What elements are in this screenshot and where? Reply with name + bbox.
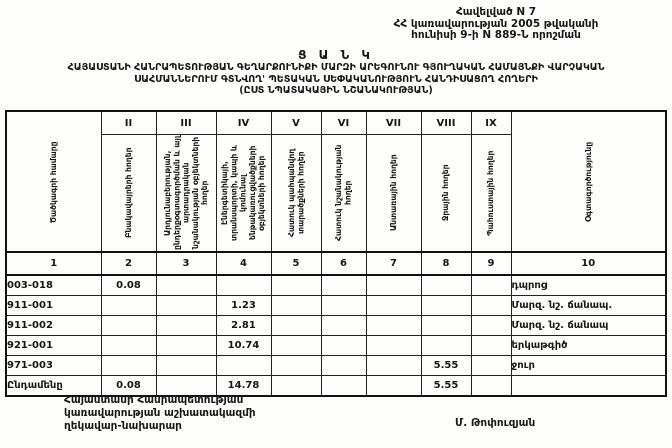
cell-use: Մարզ. նշ. ճանապ. bbox=[511, 296, 666, 316]
col-number: 10 bbox=[511, 252, 666, 275]
col-number: 2 bbox=[101, 252, 156, 275]
header-code bbox=[6, 111, 101, 252]
roman-iii: III bbox=[156, 111, 216, 135]
cell-residential bbox=[101, 336, 156, 356]
roman-iv: IV bbox=[216, 111, 271, 135]
cell-water bbox=[421, 275, 471, 296]
header-residential-label: Բնակավայրերի հողեր bbox=[123, 147, 133, 239]
cell-forest bbox=[366, 296, 421, 316]
header-code-label: Ծածկագրի համարը bbox=[49, 140, 59, 223]
title-line-2: ՍԱՀՄԱՆՆԵՐՈՒՄ ԳՏՆՎՈՂ' ՊԵՏԱԿԱՆ ՍԵՓԱԿԱՆՈՒԹՅՈՒՆ ՀԱՆԴԻՍԱՑՈՂ ՀՈՂԵՐԻ bbox=[134, 73, 538, 85]
cell-code: 921-001 bbox=[6, 336, 101, 356]
cell-reserve bbox=[471, 275, 511, 296]
col-number: 8 bbox=[421, 252, 471, 275]
cell-water bbox=[421, 296, 471, 316]
annex-line-1: Հավելված N 7 bbox=[455, 6, 537, 18]
roman-ii: II bbox=[101, 111, 156, 135]
header-use-label: Օգտագործությունը bbox=[583, 141, 593, 222]
document-title bbox=[0, 62, 672, 97]
col-number: 4 bbox=[216, 252, 271, 275]
col-number: 6 bbox=[321, 252, 366, 275]
cell-water bbox=[421, 336, 471, 356]
header-use bbox=[511, 111, 666, 252]
signatory-line-1: Հայաստանի Հանրապետության bbox=[64, 394, 244, 406]
col-number: 1 bbox=[6, 252, 101, 275]
cell-code: 911-002 bbox=[6, 316, 101, 336]
annex-line-3: հունիսի 9-ի N 889-Ն որոշման bbox=[411, 29, 581, 41]
cell-use: դպրոց bbox=[511, 275, 666, 296]
cell-reserve bbox=[471, 296, 511, 316]
cell-reserve bbox=[471, 336, 511, 356]
table-row bbox=[6, 336, 666, 356]
cell-protected bbox=[271, 356, 321, 376]
cell-code: 003-018 bbox=[6, 275, 101, 296]
roman-vii: VII bbox=[366, 111, 421, 135]
column-number-row bbox=[6, 252, 666, 275]
cell-infrastructure: 1.23 bbox=[216, 296, 271, 316]
cell-reserve bbox=[471, 316, 511, 336]
col-number: 5 bbox=[271, 252, 321, 275]
cell-residential bbox=[101, 356, 156, 376]
cell-residential-total: 0.08 bbox=[101, 376, 156, 397]
header-forest bbox=[366, 135, 421, 253]
cell-forest bbox=[366, 275, 421, 296]
header-water bbox=[421, 135, 471, 253]
header-reserve bbox=[471, 135, 511, 253]
cell-protected bbox=[271, 316, 321, 336]
table-row bbox=[6, 356, 666, 376]
title-line-1: ՀԱՅԱՍՏԱՆԻ ՀԱՆՐԱՊԵՏՈՒԹՅԱՆ ԳԵՂԱՐՔՈՒՆԻՔԻ ՄԱՐԶԻ ԱՐԵԳՈՒՆՈՒ ԳՅՈՒՂԱԿԱՆ ՀԱՄԱՅՆՔԻ ՎԱՐՉԱԿԱՆ bbox=[67, 62, 605, 73]
cell-industrial bbox=[156, 316, 216, 336]
cell-reserve-total bbox=[471, 376, 511, 397]
cell-infrastructure-total: 14.78 bbox=[216, 376, 271, 397]
land-table bbox=[5, 110, 667, 397]
cell-industrial bbox=[156, 336, 216, 356]
header-industrial-label: Արդյունաբերության, ընդերքօգտագործման և այլ արտադրական նշանակության օբյեկտների հողեր bbox=[162, 135, 209, 251]
table-row bbox=[6, 316, 666, 336]
list-word: Ց Ա Ն Կ bbox=[298, 48, 374, 62]
header-industrial bbox=[156, 135, 216, 253]
col-number: 3 bbox=[156, 252, 216, 275]
col-number: 9 bbox=[471, 252, 511, 275]
col-number: 7 bbox=[366, 252, 421, 275]
roman-viii: VIII bbox=[421, 111, 471, 135]
cell-water-total: 5.55 bbox=[421, 376, 471, 397]
table-row bbox=[6, 296, 666, 316]
header-forest-label: Անտառային հողեր bbox=[388, 154, 398, 232]
cell-use: Մարզ. նշ. ճանապ bbox=[511, 316, 666, 336]
header-protected bbox=[271, 135, 321, 253]
cell-code: 971-003 bbox=[6, 356, 101, 376]
header-protected-label: Հատուկ պահպանվող տարածքների հողեր bbox=[286, 148, 305, 238]
signatory-line-2: կառավարության աշխատակազմի bbox=[64, 407, 256, 419]
roman-v: V bbox=[271, 111, 321, 135]
cell-residential bbox=[101, 296, 156, 316]
annex-reference bbox=[340, 7, 652, 42]
cell-forest bbox=[366, 336, 421, 356]
cell-industrial bbox=[156, 296, 216, 316]
cell-forest bbox=[366, 356, 421, 376]
total-row bbox=[6, 376, 666, 397]
cell-infrastructure bbox=[216, 356, 271, 376]
cell-use-total bbox=[511, 376, 666, 397]
cell-residential: 0.08 bbox=[101, 275, 156, 296]
title-line-3: (ԸՍՏ ՆՊԱՏԱԿԱՅԻՆ ՆՇԱՆԱԿՈՒԹՅԱՆ) bbox=[239, 85, 433, 96]
roman-ix: IX bbox=[471, 111, 511, 135]
cell-protected bbox=[271, 275, 321, 296]
cell-industrial-total bbox=[156, 376, 216, 397]
header-water-label: Ջրային հողեր bbox=[441, 164, 451, 222]
cell-forest bbox=[366, 316, 421, 336]
cell-total-label: Ընդամենը bbox=[6, 376, 101, 397]
cell-special bbox=[321, 275, 366, 296]
cell-infrastructure: 2.81 bbox=[216, 316, 271, 336]
header-residential bbox=[101, 135, 156, 253]
header-special-label: Հատուկ նշանակության հողեր bbox=[334, 144, 353, 242]
cell-water: 5.55 bbox=[421, 356, 471, 376]
cell-infrastructure bbox=[216, 275, 271, 296]
table-row bbox=[6, 275, 666, 296]
header-reserve-label: Պահուստային հողեր bbox=[486, 150, 496, 236]
cell-industrial bbox=[156, 275, 216, 296]
header-infrastructure-label: Էներգետիկայի, տրանսպորտի, կապի և կոմունալ ենթակառուցվածքների օբյեկտների հողեր bbox=[220, 144, 267, 242]
signatory-name: Մ. Թոփուզյան bbox=[455, 417, 536, 429]
cell-infrastructure: 10.74 bbox=[216, 336, 271, 356]
header-infrastructure bbox=[216, 135, 271, 253]
cell-water bbox=[421, 316, 471, 336]
signatory-block bbox=[64, 394, 424, 433]
cell-special bbox=[321, 296, 366, 316]
cell-protected-total bbox=[271, 376, 321, 397]
cell-protected bbox=[271, 336, 321, 356]
cell-use: երկաթգիծ bbox=[511, 336, 666, 356]
cell-protected bbox=[271, 296, 321, 316]
cell-residential bbox=[101, 316, 156, 336]
cell-reserve bbox=[471, 356, 511, 376]
cell-industrial bbox=[156, 356, 216, 376]
cell-use: ջուր bbox=[511, 356, 666, 376]
roman-numeral-row bbox=[6, 111, 666, 135]
cell-forest-total bbox=[366, 376, 421, 397]
roman-vi: VI bbox=[321, 111, 366, 135]
cell-special-total bbox=[321, 376, 366, 397]
cell-special bbox=[321, 316, 366, 336]
cell-special bbox=[321, 356, 366, 376]
cell-special bbox=[321, 336, 366, 356]
signatory-line-3: ղեկավար-նախարար bbox=[64, 420, 182, 432]
annex-line-2: ՀՀ կառավարության 2005 թվականի bbox=[393, 17, 599, 30]
cell-code: 911-001 bbox=[6, 296, 101, 316]
header-special bbox=[321, 135, 366, 253]
